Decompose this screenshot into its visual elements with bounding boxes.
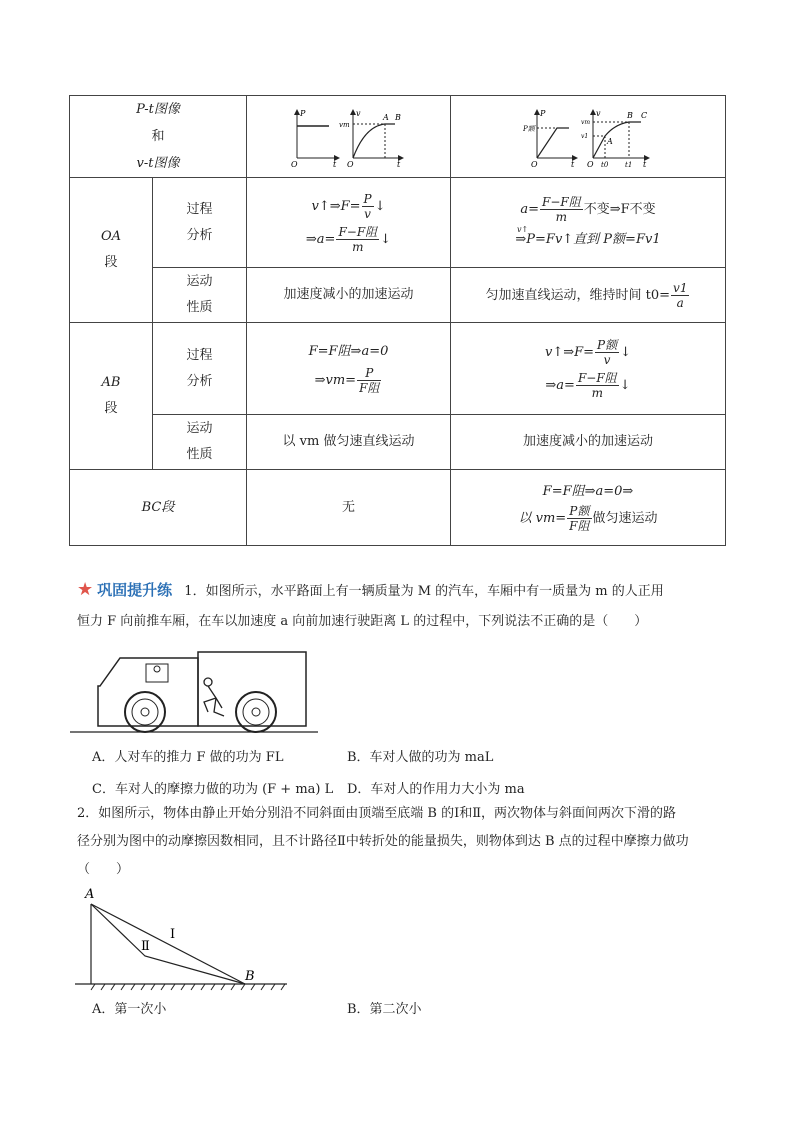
oa-motion-c2 [451, 268, 726, 323]
ab-c2-l2-num: F−F阻 [577, 370, 617, 385]
header-label-pt: P-t图像 [136, 102, 180, 117]
question-1 [77, 576, 737, 636]
ab-c2-l1-num: P额 [597, 337, 618, 352]
bc-c2 [451, 470, 726, 546]
oa-c2-l1-den: m [555, 210, 568, 224]
oa-c1-l2-frac [336, 225, 379, 254]
g2-p-axis: P [540, 108, 546, 118]
ab-c1-line1: F=F阻⇒a=0 [308, 344, 389, 359]
q2-line3: （ ） [77, 862, 130, 877]
g2-t0: t0 [601, 160, 609, 169]
ab-c2-l2-frac [576, 371, 619, 400]
oa-c2-l1-num: F−F阻 [542, 195, 581, 209]
oa-c1-line1 [247, 192, 450, 221]
oa-c1-l1-frac [362, 192, 374, 221]
oa-c2-l1-frac [540, 195, 583, 224]
bc-c2-line1: F=F阻⇒a=0⇒ [542, 484, 634, 499]
oa-process-label [153, 178, 247, 268]
q1-option-d[interactable]: D．车对人的作用力大小为 ma [347, 782, 525, 797]
g2-point-c: C [641, 110, 648, 120]
g1-point-b: B [394, 112, 401, 122]
ab-motion-label-2: 性质 [186, 447, 213, 462]
q2-options [92, 996, 692, 1024]
oa-motion-label-2: 性质 [186, 300, 213, 315]
comparison-table [69, 95, 726, 546]
slope-point-b: B [245, 969, 255, 984]
constant-accel-graphs [523, 104, 653, 170]
g1-origin: O [290, 159, 298, 169]
oa-c2-line1 [451, 195, 725, 224]
ab-process-label-1: 过程 [186, 347, 213, 363]
q1-option-b[interactable]: B．车对人做的功为 maL [347, 750, 494, 765]
bc-c2-l2-frac [567, 504, 591, 533]
oa-process-label-1: 过程 [186, 201, 213, 217]
g2-vm: vm [581, 118, 591, 126]
g2-origin: O [531, 159, 538, 169]
slope-path-1: Ⅰ [170, 927, 176, 942]
oa-motion-c2-pre: 匀加速直线运动，维持时间 t0= [485, 287, 671, 303]
ab-motion-c1: 以 vm 做匀速直线运动 [247, 415, 451, 470]
header-label-vt: v-t图像 [136, 156, 180, 171]
q1-option-a[interactable]: A．人对车的推力 F 做的功为 FL [92, 750, 284, 765]
q1-options [92, 744, 692, 804]
g1-vm: vm [338, 120, 350, 129]
ab-segment-suffix: 段 [104, 401, 118, 416]
bc-c1: 无 [247, 470, 451, 546]
slope-point-a: A [85, 887, 95, 902]
truck-figure [70, 650, 320, 740]
section-badge [77, 576, 172, 604]
q2-line2: 径分别为图中的动摩擦因数相同，且不计路径Ⅱ中转折处的能量损失，则物体到达 B 点的过程中摩擦力做功 [77, 834, 689, 849]
oa-c1-line2 [247, 225, 450, 254]
ab-segment-name: AB [101, 375, 121, 390]
g2-v1: v1 [581, 132, 589, 140]
constant-power-graphs [289, 104, 409, 170]
ab-process-label-2: 分析 [186, 373, 213, 389]
star-icon: ★ [77, 579, 94, 600]
ab-c2-l2-pre: ⇒a= [545, 377, 575, 393]
g2-p-rated: P额 [523, 124, 535, 133]
q1-line1: 1．如图所示，水平路面上有一辆质量为 M 的汽车，车厢中有一质量为 m 的人正用 [184, 584, 664, 599]
slope-path-2: Ⅱ [141, 939, 150, 954]
ab-motion-label [153, 415, 247, 470]
q1-option-c[interactable]: C．车对人的摩擦力做的功为 (F + ma) L [92, 782, 334, 797]
oa-c2-l1-post: 不变⇒F不变 [583, 202, 656, 217]
bc-c2-l2-post: 做匀速运动 [592, 511, 658, 526]
oa-motion-label-1: 运动 [186, 274, 213, 289]
q1-line1-row [77, 576, 737, 606]
oa-segment-name: OA [100, 229, 122, 244]
ab-c2-line1 [451, 338, 725, 367]
ab-c1-l2-pre: ⇒vm= [314, 373, 357, 388]
oa-process-label-2: 分析 [186, 227, 213, 243]
ab-c1-l2-frac [357, 366, 381, 395]
ab-c1-line2 [247, 366, 450, 395]
ab-c2-l1-frac [595, 338, 619, 367]
bc-c2-l2-pre: 以 vm= [518, 511, 567, 526]
g2-point-a: A [607, 136, 613, 146]
ab-c2-l1-pre: v↑⇒F= [544, 344, 595, 360]
ab-c2-l2-post: ↓ [619, 377, 631, 393]
oa-segment-suffix: 段 [104, 255, 118, 270]
q1-options-row1 [92, 744, 692, 772]
ab-segment-cell [70, 323, 153, 470]
q2-line1: 2．如图所示，物体由静止开始分别沿不同斜面由顶端至底端 B 的Ⅰ和Ⅱ，两次物体与斜面间两次下滑的路 [77, 806, 677, 821]
ab-process-c2 [451, 323, 726, 415]
g2-t-axis-2: t [643, 159, 647, 169]
ab-c2-l2-den: m [591, 385, 603, 400]
oa-process-c1 [247, 178, 451, 268]
oa-c1-l1-pre: v↑⇒F= [311, 198, 361, 214]
ab-c2-line2 [451, 371, 725, 400]
oa-c1-l2-num: F−F阻 [338, 224, 378, 239]
header-label-and: 和 [151, 129, 165, 144]
oa-c1-l1-den: v [364, 206, 371, 221]
g2-origin-2: O [587, 159, 594, 169]
oa-c2-l2-mark: v↑ [517, 225, 529, 234]
oa-motion-c2-num: v1 [673, 280, 688, 295]
graph2-cell [451, 96, 726, 178]
g1-point-a: A [382, 112, 389, 122]
oa-motion-c1: 加速度减小的加速运动 [247, 268, 451, 323]
ab-process-c1 [247, 323, 451, 415]
oa-c1-l1-post: ↓ [374, 198, 386, 214]
g1-p-axis: P [299, 108, 305, 118]
bc-c2-l2-num: P额 [567, 504, 591, 519]
bc-segment-cell: BC段 [70, 470, 247, 546]
ab-process-label [153, 323, 247, 415]
slope-figure [75, 884, 295, 994]
g1-t-axis-2: t [396, 159, 400, 169]
ab-c2-l1-den: v [603, 352, 611, 367]
ab-c1-l2-num: P [357, 366, 381, 381]
g1-t-axis: t [332, 159, 336, 169]
graph1-cell [247, 96, 451, 178]
ab-c2-l1-post: ↓ [620, 344, 632, 360]
q2-option-a[interactable]: A．第一次小 [92, 1002, 167, 1017]
g2-t1: t1 [625, 160, 633, 169]
ab-motion-c2: 加速度减小的加速运动 [451, 415, 726, 470]
g2-point-b: B [627, 110, 633, 120]
g1-v-axis: v [355, 108, 361, 118]
oa-process-c2 [451, 178, 726, 268]
oa-motion-c2-frac [671, 281, 689, 310]
oa-c2-line2 [451, 225, 725, 250]
g1-origin-2: O [346, 159, 354, 169]
oa-c2-l1-pre: a= [520, 202, 539, 217]
ab-c1-l2-den: F阻 [359, 381, 380, 395]
oa-c1-l1-num: P [363, 191, 372, 206]
oa-segment-cell [70, 178, 153, 323]
person-icon [204, 678, 224, 716]
section-badge-label: 巩固提升练 [97, 581, 173, 599]
bc-c2-line2 [451, 504, 725, 533]
oa-motion-label [153, 268, 247, 323]
g2-v-axis: v [596, 108, 601, 118]
header-label-cell [70, 96, 247, 178]
q1-line2: 恒力 F 向前推车厢，在车以加速度 a 向前加速行驶距离 L 的过程中，下列说法不正确的是（ ） [77, 614, 648, 629]
oa-c1-l2-post: ↓ [380, 231, 392, 247]
oa-c2-l2-text: ⇒P=Fv↑直到 P额=Fv1 [515, 232, 661, 247]
oa-c1-l2-den: m [352, 239, 364, 254]
ab-motion-label-1: 运动 [186, 421, 213, 436]
question-2 [77, 800, 737, 884]
q2-option-b[interactable]: B．第二次小 [347, 1002, 422, 1017]
oa-motion-c2-den: a [676, 295, 684, 310]
g2-t-axis: t [571, 159, 575, 169]
oa-c1-l2-pre: ⇒a= [305, 231, 336, 247]
bc-c2-l2-den: F阻 [569, 519, 590, 533]
